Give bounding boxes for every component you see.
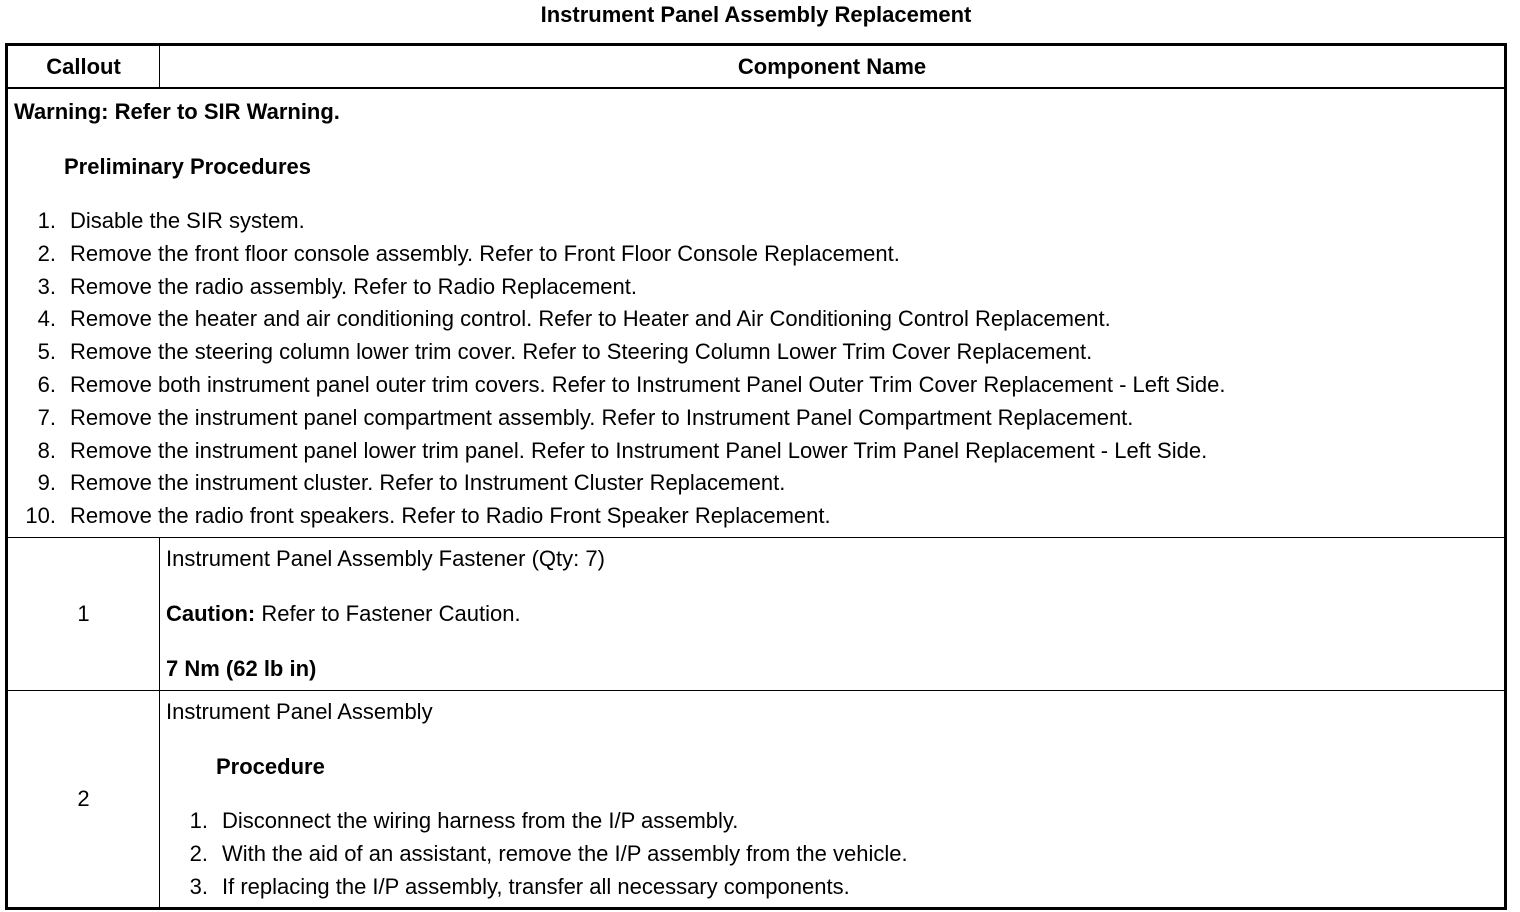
step-number: 8. bbox=[37, 437, 56, 463]
step-text: Remove the instrument panel compartment assembly. Refer to Instrument Panel Compartment Replacement. bbox=[70, 404, 1134, 430]
step-number: 1. bbox=[189, 807, 208, 833]
callout-number: 1 bbox=[7, 537, 160, 690]
step-text: Remove the instrument cluster. Refer to Instrument Cluster Replacement. bbox=[70, 470, 786, 496]
list-item bbox=[166, 838, 1504, 871]
list-item bbox=[14, 467, 1504, 500]
component-cell bbox=[160, 537, 1506, 690]
list-item bbox=[166, 805, 1504, 838]
procedure-steps bbox=[166, 805, 1504, 903]
table-header-row bbox=[7, 45, 1506, 89]
callout-number: 2 bbox=[7, 690, 160, 908]
callout-column-header: Callout bbox=[7, 45, 160, 89]
step-number: 1. bbox=[37, 208, 56, 233]
step-number: 6. bbox=[37, 371, 56, 397]
caution-note bbox=[166, 597, 1504, 631]
preliminary-cell bbox=[7, 88, 1506, 537]
step-text: Remove the radio front speakers. Refer to Radio Front Speaker Replacement. bbox=[70, 503, 831, 529]
page-title: Instrument Panel Assembly Replacement bbox=[540, 2, 972, 27]
list-item bbox=[14, 369, 1504, 402]
step-text: Remove the heater and air conditioning control. Refer to Heater and Air Conditioning Control Replacement. bbox=[70, 306, 1111, 332]
list-item bbox=[14, 500, 1504, 533]
list-item bbox=[14, 336, 1504, 369]
table-row bbox=[7, 690, 1506, 908]
procedure-table bbox=[5, 43, 1507, 910]
step-text: With the aid of an assistant, remove the I/P assembly from the vehicle. bbox=[222, 840, 908, 866]
component-name: Instrument Panel Assembly bbox=[166, 698, 433, 724]
step-text: If replacing the I/P assembly, transfer all necessary components. bbox=[222, 873, 850, 899]
preliminary-steps bbox=[14, 205, 1504, 533]
list-item bbox=[14, 238, 1504, 271]
step-number: 9. bbox=[37, 470, 56, 496]
step-number: 5. bbox=[37, 339, 56, 365]
preliminary-row bbox=[7, 88, 1506, 537]
procedure-heading: Procedure bbox=[216, 753, 325, 779]
sir-warning: Warning: Refer to SIR Warning. bbox=[14, 99, 340, 124]
list-item bbox=[14, 205, 1504, 238]
caution-label: Caution: bbox=[166, 600, 256, 626]
list-item bbox=[166, 871, 1504, 904]
step-text: Remove the steering column lower trim cover. Refer to Steering Column Lower Trim Cover Replacement. bbox=[70, 339, 1093, 365]
step-text: Disconnect the wiring harness from the I/P assembly. bbox=[222, 807, 739, 833]
list-item bbox=[14, 303, 1504, 336]
torque-spec: 7 Nm (62 lb in) bbox=[166, 655, 317, 681]
step-number: 10. bbox=[25, 503, 56, 529]
list-item bbox=[14, 435, 1504, 468]
list-item bbox=[14, 402, 1504, 435]
list-item bbox=[14, 271, 1504, 304]
step-text: Remove the instrument panel lower trim panel. Refer to Instrument Panel Lower Trim Panel Replacement - Left Side. bbox=[70, 437, 1208, 463]
step-text: Disable the SIR system. bbox=[70, 208, 305, 233]
step-number: 2. bbox=[189, 840, 208, 866]
step-text: Remove the radio assembly. Refer to Radio Replacement. bbox=[70, 273, 637, 299]
caution-text: Refer to Fastener Caution. bbox=[255, 600, 521, 626]
step-number: 2. bbox=[37, 240, 56, 266]
preliminary-heading: Preliminary Procedures bbox=[64, 154, 312, 179]
component-name-column-header: Component Name bbox=[160, 45, 1506, 89]
step-text: Remove the front floor console assembly. Refer to Front Floor Console Replacement. bbox=[70, 240, 900, 266]
component-cell bbox=[160, 690, 1506, 908]
step-number: 3. bbox=[189, 873, 208, 899]
step-number: 3. bbox=[37, 273, 56, 299]
step-number: 4. bbox=[37, 306, 56, 332]
step-text: Remove both instrument panel outer trim covers. Refer to Instrument Panel Outer Trim Cover Replacement - Left Side. bbox=[70, 371, 1226, 397]
step-number: 7. bbox=[37, 404, 56, 430]
component-name: Instrument Panel Assembly Fastener (Qty: 7) bbox=[166, 545, 605, 571]
table-row bbox=[7, 537, 1506, 690]
